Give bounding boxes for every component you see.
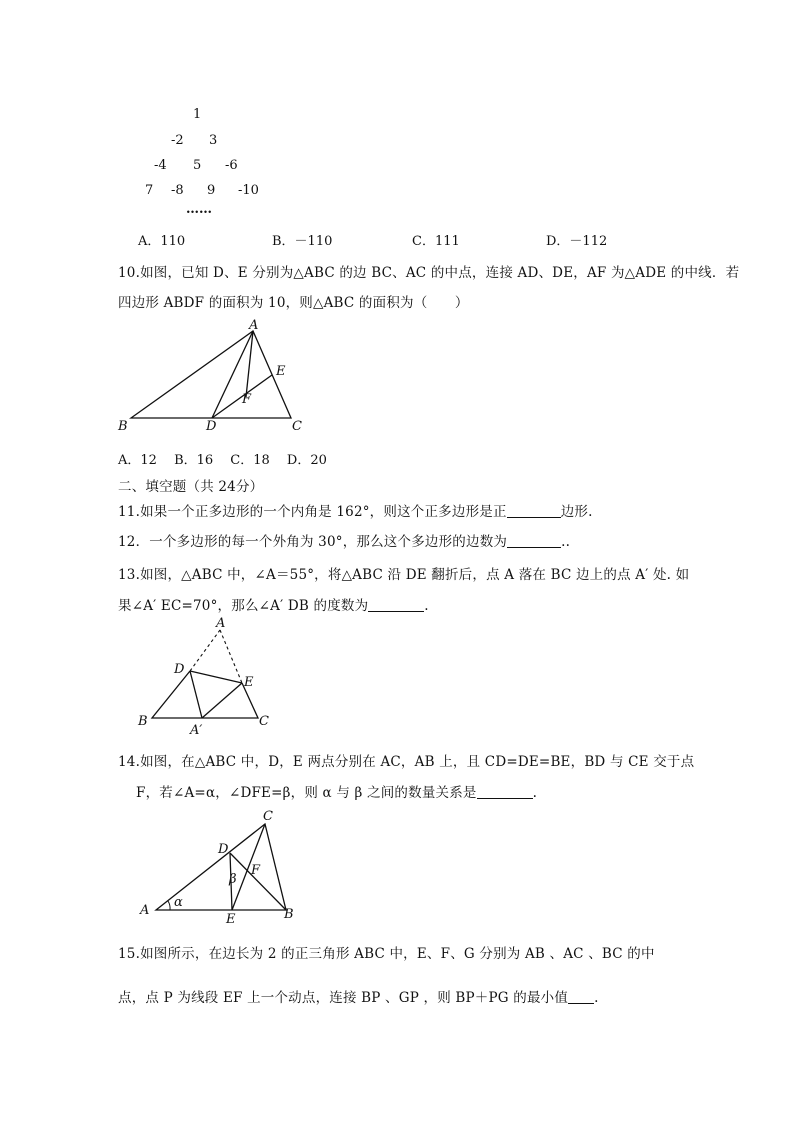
- number-9: 9: [207, 183, 216, 198]
- q14-line2-pre: F，若∠A=α，∠DFE=β，则 α 与 β 之间的数量关系是: [136, 785, 477, 801]
- triangle-ellipsis: ……: [186, 202, 212, 217]
- q15-line1: 15.如图所示，在边长为 2 的正三角形 ABC 中，E、F、G 分别为 AB 、AC 、BC 的中: [118, 946, 655, 962]
- q14-label-f: F: [251, 863, 261, 878]
- q12-pre: 12．一个多边形的每一个外角为 30°，那么这个多边形的边数为: [118, 534, 508, 550]
- q13-label-a: A: [216, 616, 226, 631]
- number-neg4: -4: [154, 158, 167, 173]
- q10-options: A．12 B．16 C．18 D．20: [118, 453, 327, 468]
- number-neg10: -10: [238, 183, 259, 198]
- q15-line2-post: .: [594, 990, 599, 1006]
- q15-answer-blank[interactable]: [568, 990, 594, 1005]
- q9-option-b: B．－110: [272, 234, 333, 249]
- q13-line2-post: .: [424, 598, 429, 614]
- q10-label-b: B: [118, 419, 128, 434]
- q13-label-a-prime: A′: [190, 723, 203, 738]
- q13-line2-pre: 果∠A′ EC=70°，那么∠A′ DB 的度数为: [118, 598, 369, 614]
- q10-label-f: F: [242, 392, 252, 407]
- q14-label-beta: β: [229, 872, 237, 887]
- q13-label-b: B: [138, 714, 148, 729]
- q10-label-d: D: [206, 419, 217, 434]
- number-neg8: -8: [171, 183, 184, 198]
- q14-label-e: E: [226, 912, 236, 927]
- q11-pre: 11.如果一个正多边形的一个内角是 162°，则这个正多边形是正: [118, 504, 507, 520]
- q14-line2-post: .: [532, 785, 538, 801]
- q10-line2: 四边形 ABDF 的面积为 10，则△ABC 的面积为（ ）: [118, 295, 469, 311]
- q14-line1: 14.如图，在△ABC 中，D，E 两点分别在 AC，AB 上，且 CD=DE=BE，BD 与 CE 交于点: [118, 754, 695, 770]
- q14-label-d: D: [218, 842, 229, 857]
- q14-label-a: A: [140, 903, 150, 918]
- q10-label-c: C: [292, 419, 302, 434]
- number-7: 7: [145, 183, 154, 198]
- q14-label-alpha: α: [174, 895, 183, 910]
- section-fill-in-title: 二、填空题（共 24分）: [118, 479, 264, 495]
- number-neg6: -6: [225, 158, 238, 173]
- q13-label-d: D: [174, 662, 185, 677]
- number-1: 1: [193, 107, 202, 122]
- q12-post: ..: [561, 534, 571, 550]
- q15-line2: [118, 986, 599, 1006]
- q9-option-d: D．－112: [546, 234, 608, 249]
- q11-post: 边形.: [560, 504, 593, 520]
- q13-line1: 13.如图，△ABC 中，∠A＝55°，将△ABC 沿 DE 翻折后，点 A 落在 BC 边上的点 A′ 处. 如: [118, 567, 690, 583]
- q10-label-e: E: [276, 364, 286, 379]
- number-3: 3: [209, 133, 218, 148]
- number-neg2: -2: [171, 133, 184, 148]
- q9-option-a: A．110: [138, 234, 186, 249]
- q13-label-c: C: [259, 714, 269, 729]
- q14-label-b: B: [284, 907, 294, 922]
- q14-label-c: C: [263, 809, 273, 824]
- q15-line2-pre: 点，点 P 为线段 EF 上一个动点，连接 BP 、GP ，则 BP＋PG 的最小值: [118, 990, 569, 1006]
- q13-label-e: E: [244, 675, 254, 690]
- number-5: 5: [193, 158, 202, 173]
- q10-label-a: A: [249, 318, 259, 333]
- q10-line1: 10.如图，已知 D、E 分别为△ABC 的边 BC、AC 的中点，连接 AD、DE，AF 为△ADE 的中线．若: [118, 265, 740, 281]
- q9-option-c: C．111: [412, 234, 460, 249]
